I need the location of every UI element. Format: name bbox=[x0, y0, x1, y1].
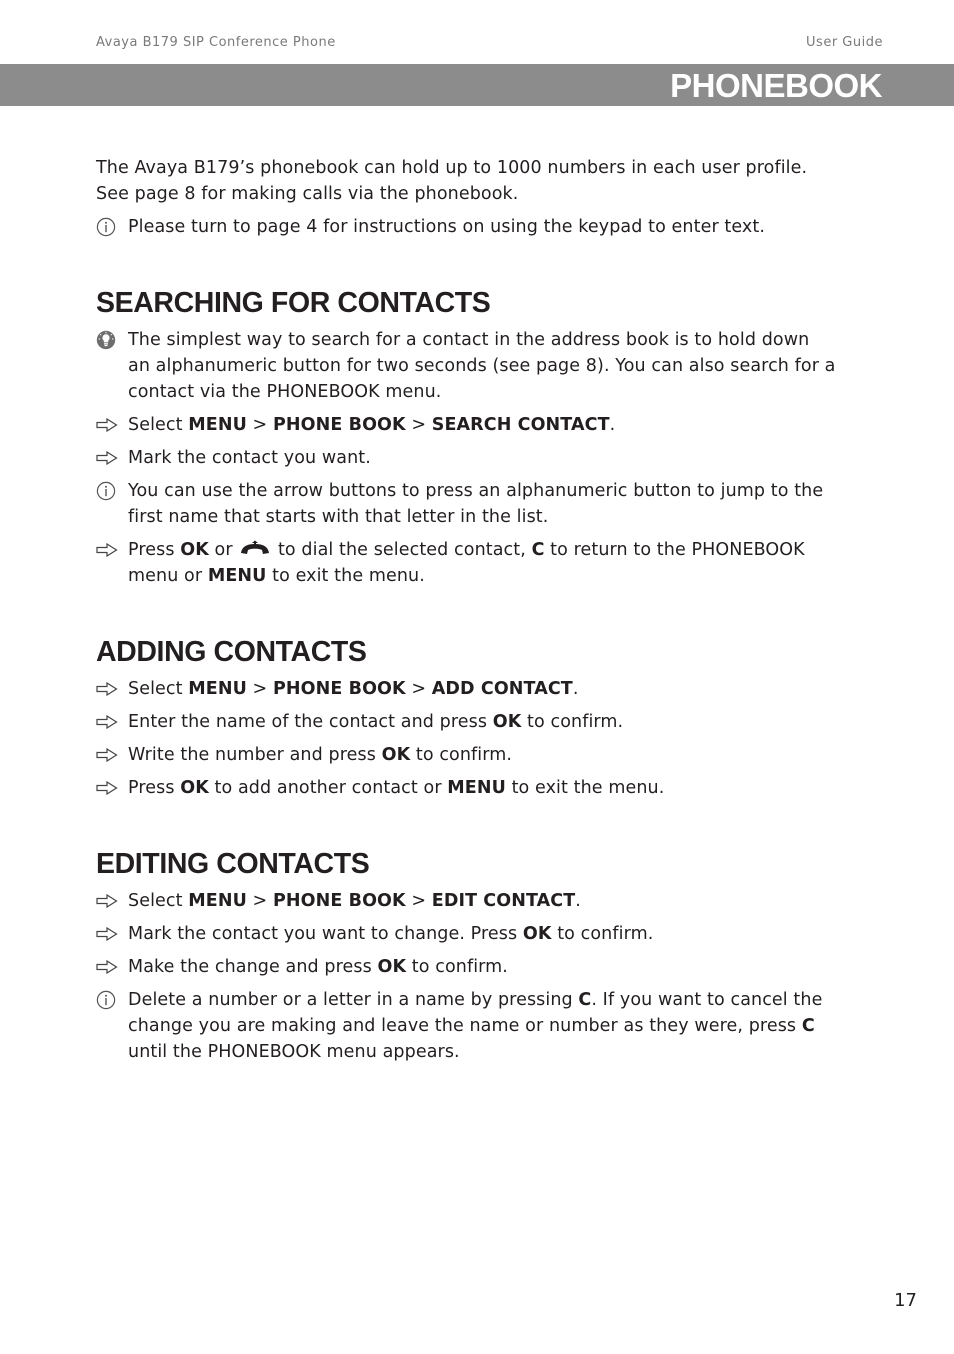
intro-info-note bbox=[96, 214, 836, 240]
searching-step-2: Mark the contact you want. bbox=[96, 445, 836, 471]
editing-info-note: Delete a number or a letter in a name by pressing C. If you want to cancel the change you are making and leave the name or number as they were, press C until the PHONEBOOK menu appears. bbox=[96, 987, 836, 1065]
adding-step-3: Write the number and press OK to confirm. bbox=[96, 742, 836, 768]
intro-info-text: Please turn to page 4 for instructions on using the keypad to enter text. bbox=[128, 217, 766, 237]
section-title-searching: SEARCHING FOR CONTACTS bbox=[96, 287, 491, 319]
searching-info-note: You can use the arrow buttons to press an alphanumeric button to jump to the first name that starts with that letter in the list. bbox=[96, 478, 836, 530]
intro-paragraph: The Avaya B179’s phonebook can hold up to 1000 numbers in each user profile. See page 8 for making calls via the phonebook. bbox=[96, 158, 808, 204]
editing-step-2: Mark the contact you want to change. Press OK to confirm. bbox=[96, 921, 836, 947]
arrow-right-outline-icon bbox=[96, 412, 128, 438]
arrow-right-outline-icon bbox=[96, 742, 128, 768]
adding-step-4: Press OK to add another contact or MENU to exit the menu. bbox=[96, 775, 836, 801]
info-circle-icon bbox=[96, 214, 128, 240]
chapter-band bbox=[0, 64, 954, 106]
header-product-name: Avaya B179 SIP Conference Phone bbox=[96, 35, 336, 50]
editing-step-3: Make the change and press OK to confirm. bbox=[96, 954, 836, 980]
searching-tip-text: The simplest way to search for a contact in the address book is to hold down an alphanumeric button for two seconds (see page 8). You can also search for a contact via the PHONEBOOK menu. bbox=[128, 330, 836, 402]
section-title-adding: ADDING CONTACTS bbox=[96, 636, 367, 668]
section-title-editing: EDITING CONTACTS bbox=[96, 848, 370, 880]
arrow-right-outline-icon bbox=[96, 537, 128, 563]
arrow-right-outline-icon bbox=[96, 676, 128, 702]
lightbulb-icon bbox=[96, 327, 128, 353]
info-circle-icon bbox=[96, 478, 128, 504]
page-content bbox=[96, 155, 836, 1065]
info-circle-icon bbox=[96, 987, 128, 1013]
arrow-right-outline-icon bbox=[96, 954, 128, 980]
running-header bbox=[96, 35, 883, 50]
arrow-right-outline-icon bbox=[96, 775, 128, 801]
arrow-right-outline-icon bbox=[96, 921, 128, 947]
adding-step-2: Enter the name of the contact and press OK to confirm. bbox=[96, 709, 836, 735]
arrow-right-outline-icon bbox=[96, 709, 128, 735]
arrow-right-outline-icon bbox=[96, 445, 128, 471]
page-number: 17 bbox=[894, 1290, 917, 1311]
arrow-right-outline-icon bbox=[96, 888, 128, 914]
searching-tip bbox=[96, 327, 836, 405]
adding-step-1: Select MENU > PHONE BOOK > ADD CONTACT. bbox=[96, 676, 836, 702]
header-doc-type: User Guide bbox=[806, 35, 883, 50]
searching-step-3: Press OK or to dial the selected contact, C to return to the PHONEBOOK menu or MENU to exit the menu. bbox=[96, 537, 836, 589]
off-hook-phone-icon bbox=[239, 540, 271, 558]
chapter-title: PHONEBOOK bbox=[670, 67, 882, 104]
searching-step-1: Select MENU > PHONE BOOK > SEARCH CONTACT. bbox=[96, 412, 836, 438]
editing-step-1: Select MENU > PHONE BOOK > EDIT CONTACT. bbox=[96, 888, 836, 914]
